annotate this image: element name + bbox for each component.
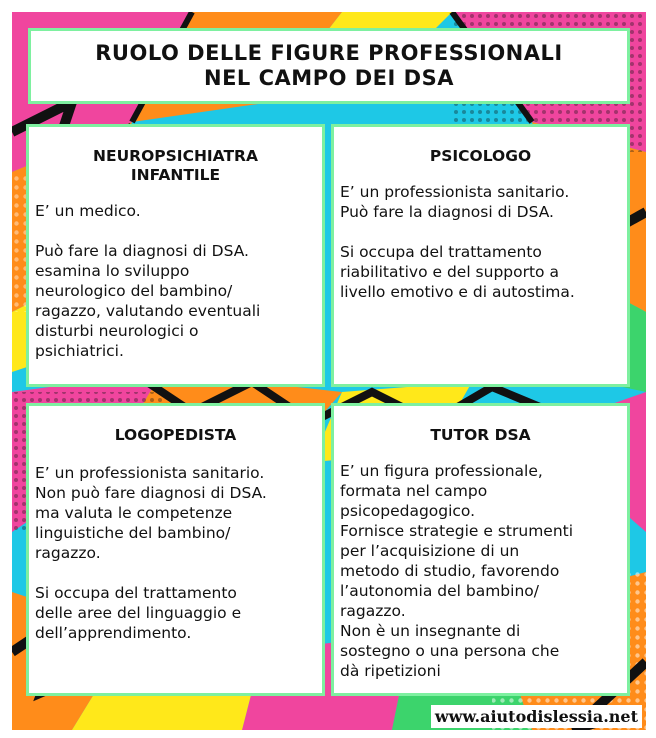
card-text-line: riabilitativo e del supporto a xyxy=(340,263,559,281)
card-text-line: dell’apprendimento. xyxy=(35,624,192,642)
page-title-line-1: RUOLO DELLE FIGURE PROFESSIONALI xyxy=(95,41,563,65)
card-text-line: sostegno o una persona che xyxy=(340,642,560,660)
card-text-line: ragazzo, valutando eventuali xyxy=(35,302,261,320)
card-text-line: linguistiche del bambino/ xyxy=(35,524,231,542)
card-heading xyxy=(340,426,621,445)
card-text-line: ragazzo. xyxy=(35,544,101,562)
card-logopedista xyxy=(26,403,325,696)
card-heading-line: INFANTILE xyxy=(130,166,221,184)
card-text-line: esamina lo sviluppo xyxy=(35,262,190,280)
card-text-line: Non è un insegnante di xyxy=(340,622,521,640)
card-text-line: E’ un medico. xyxy=(35,202,141,220)
card-tutor-dsa xyxy=(331,403,630,696)
card-text-line: E’ un professionista sanitario. xyxy=(340,183,570,201)
page-title-line-2: NEL CAMPO DEI DSA xyxy=(204,66,454,90)
card-heading xyxy=(35,147,316,185)
card-text-line: Fornisce strategie e strumenti xyxy=(340,522,574,540)
card-text-line: disturbi neurologici o xyxy=(35,322,199,340)
card-neuropsichiatra xyxy=(26,124,325,387)
card-text-line: dà ripetizioni xyxy=(340,662,441,680)
card-text-line: psichiatrici. xyxy=(35,342,124,360)
card-text-line: ragazzo. xyxy=(340,602,406,620)
card-text-line: psicopedagogico. xyxy=(340,502,476,520)
card-text-line: ma valuta le competenze xyxy=(35,504,233,522)
card-heading xyxy=(35,426,316,445)
card-text-line: Non può fare diagnosi di DSA. xyxy=(35,484,267,502)
card-text-line: livello emotivo e di autostima. xyxy=(340,283,575,301)
card-heading xyxy=(340,147,621,166)
card-text-line: E’ un figura professionale, xyxy=(340,462,543,480)
card-psicologo xyxy=(331,124,630,387)
card-text-line: l’autonomia del bambino/ xyxy=(340,582,539,600)
title-panel xyxy=(28,28,630,104)
card-heading-line: LOGOPEDISTA xyxy=(114,426,237,444)
card-text-line: Può fare la diagnosi di DSA. xyxy=(340,203,554,221)
card-text-line: per l’acquisizione di un xyxy=(340,542,520,560)
card-text-line: Si occupa del trattamento xyxy=(340,243,542,261)
website-footer: www.aiutodislessia.net xyxy=(431,705,642,728)
card-text-line: neurologico del bambino/ xyxy=(35,282,233,300)
card-text-line: E’ un professionista sanitario. xyxy=(35,464,265,482)
card-text-line: formata nel campo xyxy=(340,482,488,500)
card-text-line: Si occupa del trattamento xyxy=(35,584,237,602)
card-heading-line: TUTOR DSA xyxy=(430,426,531,444)
card-text-line: metodo di studio, favorendo xyxy=(340,562,560,580)
card-text-line: Può fare la diagnosi di DSA. xyxy=(35,242,249,260)
card-text-line: delle aree del linguaggio e xyxy=(35,604,242,622)
card-heading-line: NEUROPSICHIATRA xyxy=(93,147,258,165)
card-heading-line: PSICOLOGO xyxy=(429,147,532,165)
